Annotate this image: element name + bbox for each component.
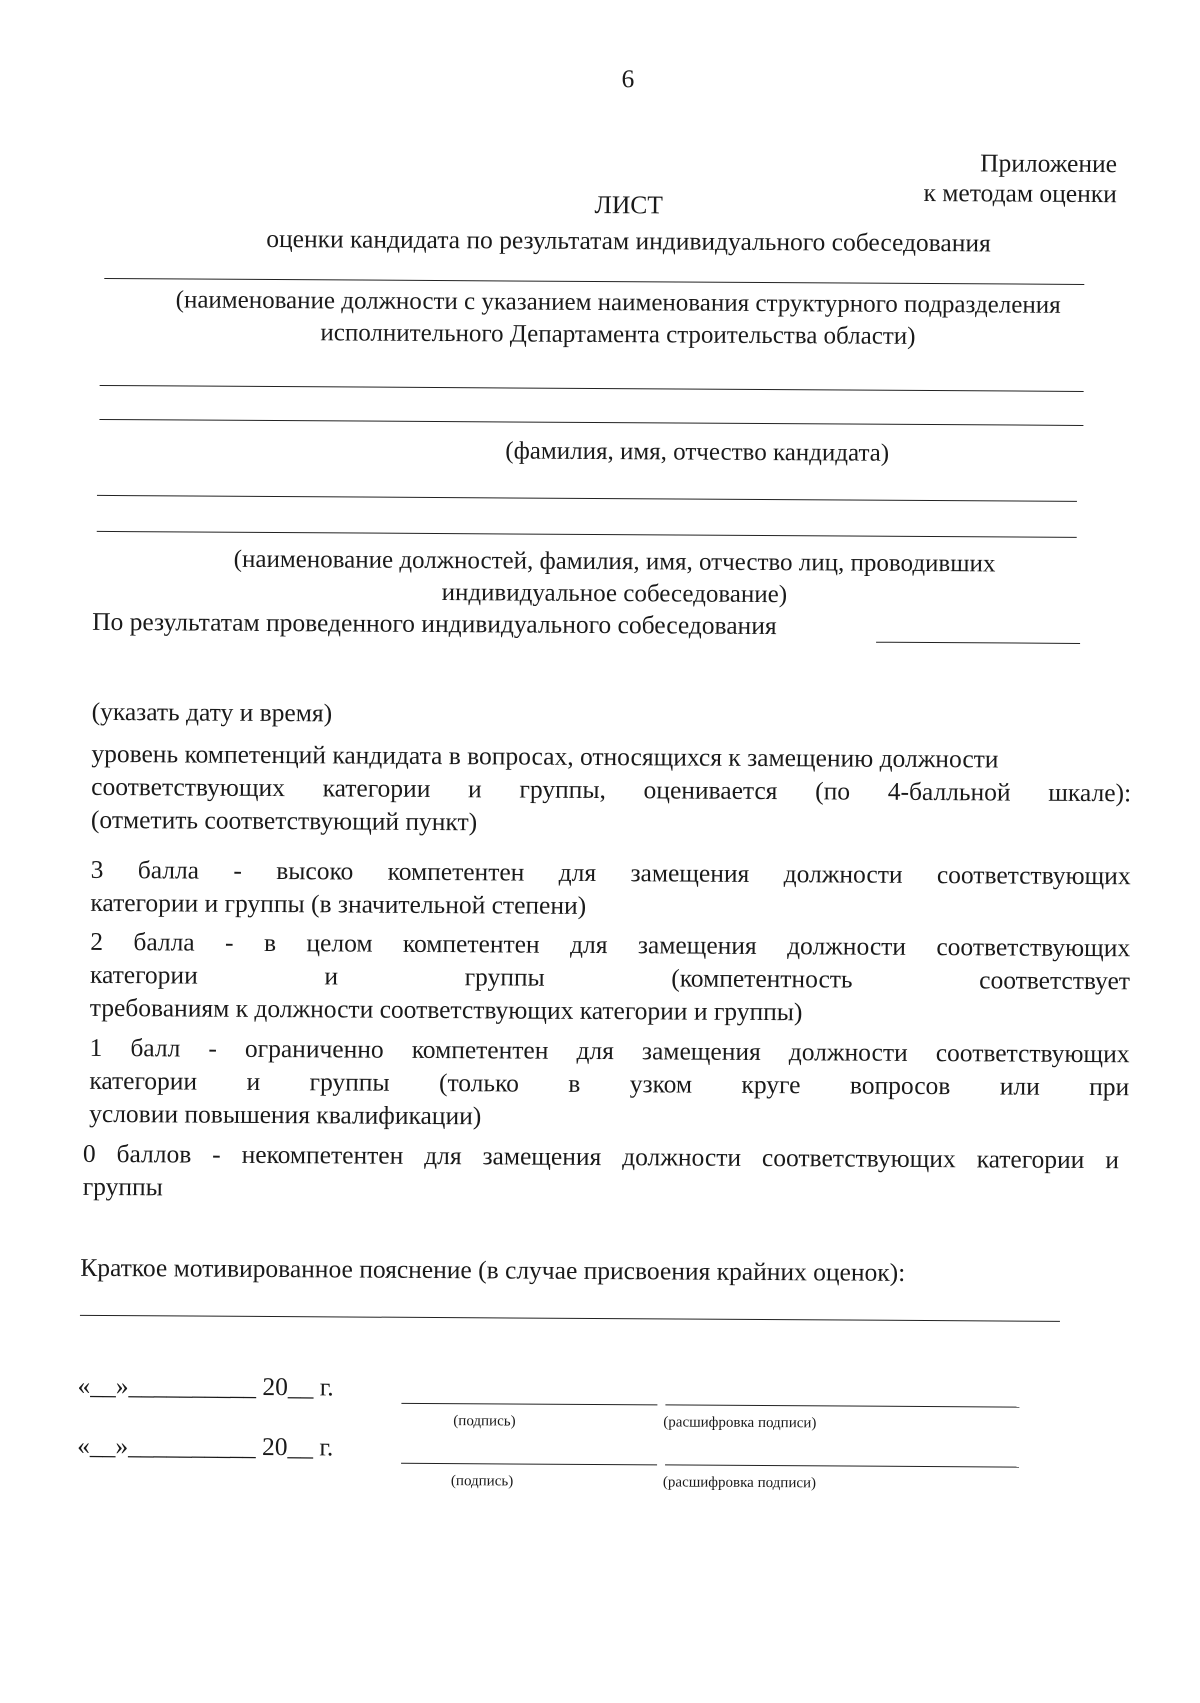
score-option-0: 0 баллов - некомпетентен для замещения должности соответствующих категории и группы	[82, 1138, 1120, 1202]
score-option-1: 1 балл - ограниченно компетентен для замещения должности соответствующих категории и группы (только в узком круге вопросов или при условии повышения квалификации)	[89, 1032, 1130, 1131]
explanation-label: Краткое мотивированное пояснение (в случае присвоения крайних оценок):	[80, 1252, 906, 1287]
score-option-3: 3 балла - высоко компетентен для замещения должности соответствующих категории и группы (в значительной степени)	[90, 854, 1131, 920]
interviewers-fill-line-1	[97, 495, 1077, 502]
appendix-label-line2: к методам оценки	[923, 177, 1117, 209]
score-option-2: 2 балла - в целом компетентен для замещения должности соответствующих категории и группы (компетентность соответствует требованиям к должности соответствующих категории и группы)	[89, 926, 1131, 1027]
position-fill-line	[104, 278, 1084, 285]
interviewers-caption-line2: индивидуальное собеседование)	[441, 579, 788, 609]
signature-decode-caption-2: (расшифровка подписи)	[662, 1474, 817, 1492]
page-number: 6	[621, 64, 635, 94]
document-subtitle: оценки кандидата по результатам индивидуального собеседования	[266, 223, 991, 258]
position-caption-line1: (наименование должности с указанием наименования структурного подразделения	[175, 286, 1061, 319]
signature-date-2: «__»__________ 20__ г.	[77, 1430, 334, 1462]
results-intro: По результатам проведенного индивидуального собеседования	[92, 606, 777, 641]
signature-line-1	[401, 1403, 657, 1406]
candidate-fill-line-1	[100, 385, 1084, 392]
explanation-fill-line	[80, 1315, 1060, 1322]
signature-line-2	[401, 1463, 657, 1466]
date-hint: (указать дату и время)	[91, 696, 333, 728]
assessment-line-1: уровень компетенций кандидата в вопросах, относящихся к замещению должности	[91, 738, 999, 774]
signature-decode-line-2	[665, 1464, 1019, 1467]
assessment-paragraph	[91, 737, 1132, 842]
date-fill-line	[876, 642, 1080, 644]
signature-decode-line-1	[665, 1404, 1019, 1407]
interviewers-caption-line1: (наименование должностей, фамилия, имя, отчество лиц, проводивших	[233, 545, 996, 578]
signature-decode-caption-1: (расшифровка подписи)	[663, 1414, 817, 1432]
candidate-fill-line-2	[99, 419, 1083, 426]
position-caption-line2: исполнительного Департамента строительства области)	[320, 319, 916, 350]
candidate-caption: (фамилия, имя, отчество кандидата)	[505, 437, 890, 467]
signature-date-1: «__»__________ 20__ г.	[77, 1370, 334, 1402]
assessment-line-2: соответствующих категории и группы, оценивается (по 4-балльной шкале):	[91, 771, 1132, 808]
signature-caption-1: (подпись)	[453, 1413, 516, 1430]
appendix-label-line1: Приложение	[980, 148, 1118, 179]
assessment-line-3: (отметить соответствующий пункт)	[90, 804, 478, 837]
interviewers-fill-line-2	[97, 531, 1077, 538]
document-title: ЛИСТ	[594, 189, 663, 220]
signature-caption-2: (подпись)	[450, 1473, 514, 1490]
